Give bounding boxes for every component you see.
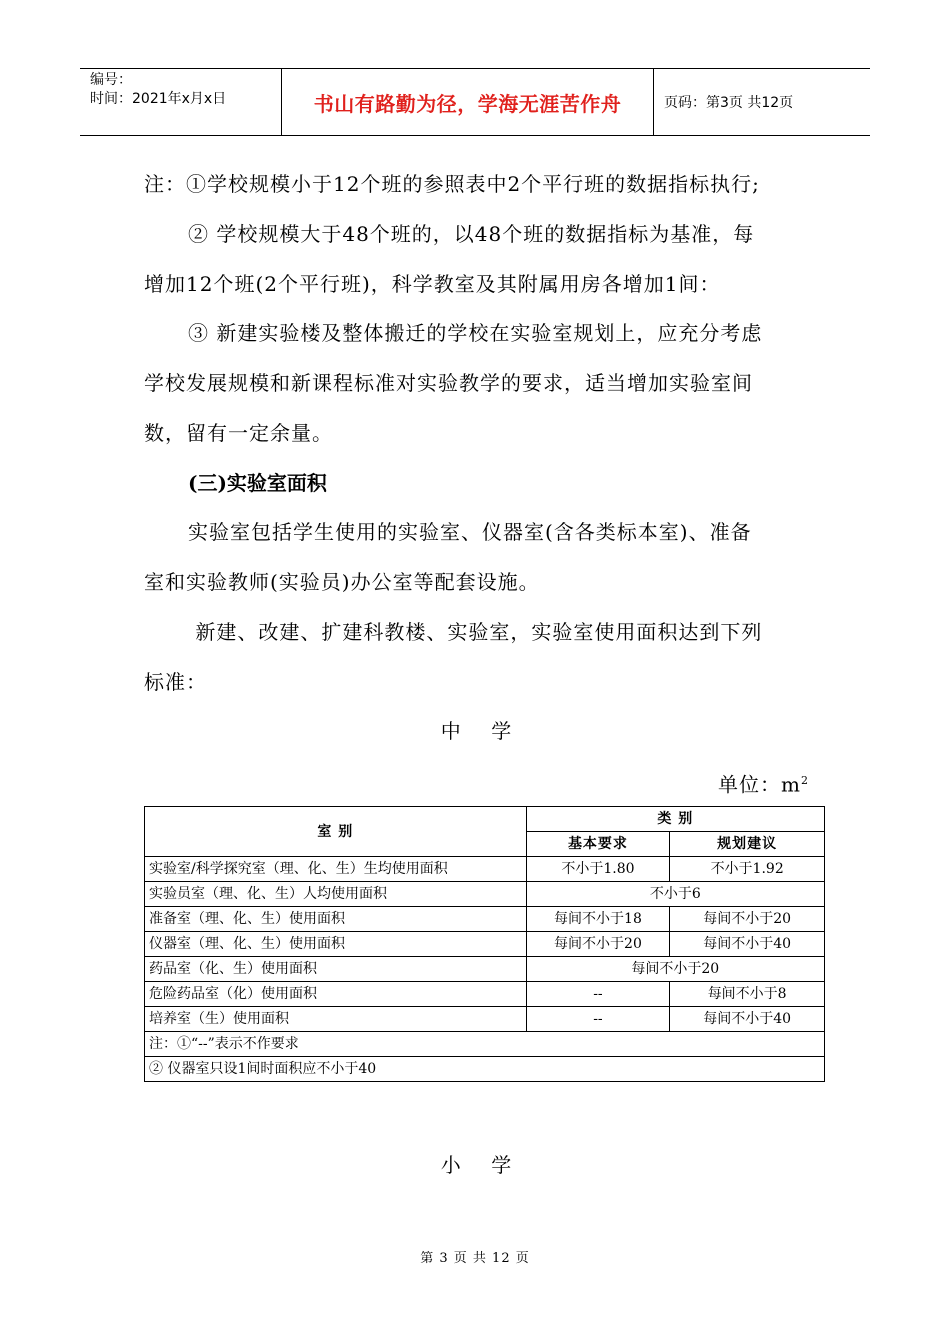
room-cell: 培养室（生）使用面积 <box>145 1007 527 1032</box>
table-row <box>145 882 825 907</box>
table-row <box>145 1007 825 1032</box>
unit-text: 单位：m <box>718 772 801 797</box>
table-row <box>145 907 825 932</box>
merged-value-cell: 每间不小于20 <box>526 957 824 982</box>
page-header <box>80 68 870 136</box>
section-heading: (三)实验室面积 <box>188 471 327 495</box>
note-3-line-2: 学校发展规模和新课程标准对实验教学的要求，适当增加实验室间 <box>144 371 753 395</box>
note-2-line-2: 增加12个班(2个平行班)，科学教室及其附属用房各增加1间： <box>144 272 721 296</box>
basic-cell: 不小于1.80 <box>526 857 670 882</box>
basic-cell: -- <box>526 1007 670 1032</box>
paragraph-1-line-2: 室和实验教师(实验员)办公室等配套设施。 <box>144 570 540 594</box>
room-cell: 危险药品室（化）使用面积 <box>145 982 527 1007</box>
room-column-header: 室 别 <box>145 807 527 857</box>
merged-value-cell: 不小于6 <box>526 882 824 907</box>
plan-cell: 不小于1.92 <box>670 857 825 882</box>
basic-requirement-header: 基本要求 <box>526 832 670 857</box>
table-note-1: 注：①“--”表示不作要求 <box>145 1032 825 1057</box>
header-page-info: 页码：第3页 共12页 <box>664 95 794 111</box>
paragraph-2-line-1: 新建、改建、扩建科教楼、实验室，实验室使用面积达到下列 <box>188 620 763 644</box>
document-number: 编号： <box>90 72 132 88</box>
document-date: 时间：2021年x月x日 <box>90 91 227 107</box>
lab-area-table <box>144 806 825 1082</box>
table-row <box>145 982 825 1007</box>
room-cell: 实验室/科学探究室（理、化、生）生均使用面积 <box>145 857 527 882</box>
plan-cell: 每间不小于20 <box>670 907 825 932</box>
unit-superscript: 2 <box>801 774 809 787</box>
paragraph-1-line-1: 实验室包括学生使用的实验室、仪器室(含各类标本室)、准备 <box>188 520 752 544</box>
plan-cell: 每间不小于40 <box>670 932 825 957</box>
next-section-title: 小 学 <box>440 1153 513 1177</box>
table-title: 中 学 <box>440 719 513 743</box>
room-cell: 实验员室（理、化、生）人均使用面积 <box>145 882 527 907</box>
header-meta <box>80 69 282 135</box>
basic-cell: 每间不小于18 <box>526 907 670 932</box>
category-column-header: 类 别 <box>526 807 824 832</box>
basic-cell: 每间不小于20 <box>526 932 670 957</box>
note-2-line-1: ② 学校规模大于48个班的，以48个班的数据指标为基准，每 <box>188 222 755 246</box>
note-1: 注：①学校规模小于12个班的参照表中2个平行班的数据指标执行; <box>144 172 760 196</box>
plan-cell: 每间不小于40 <box>670 1007 825 1032</box>
basic-cell: -- <box>526 982 670 1007</box>
room-cell: 仪器室（理、化、生）使用面积 <box>145 932 527 957</box>
header-motto: 书山有路勤为径，学海无涯苦作舟 <box>282 69 654 135</box>
page-footer: 第 3 页 共 12 页 <box>420 1251 530 1266</box>
table-header-row <box>145 807 825 832</box>
paragraph-2-line-2: 标准： <box>144 670 207 694</box>
table-note-2: ② 仪器室只设1间时面积应不小于40 <box>145 1057 825 1082</box>
table-note-row <box>145 1057 825 1082</box>
unit-label <box>600 756 809 810</box>
note-3-line-3: 数，留有一定余量。 <box>144 421 333 445</box>
room-cell: 药品室（化、生）使用面积 <box>145 957 527 982</box>
table-row <box>145 932 825 957</box>
table-note-row <box>145 1032 825 1057</box>
room-cell: 准备室（理、化、生）使用面积 <box>145 907 527 932</box>
table-row <box>145 957 825 982</box>
note-3-line-1: ③ 新建实验楼及整体搬迁的学校在实验室规划上，应充分考虑 <box>188 321 763 345</box>
plan-cell: 每间不小于8 <box>670 982 825 1007</box>
planning-suggestion-header: 规划建议 <box>670 832 825 857</box>
table-row <box>145 857 825 882</box>
